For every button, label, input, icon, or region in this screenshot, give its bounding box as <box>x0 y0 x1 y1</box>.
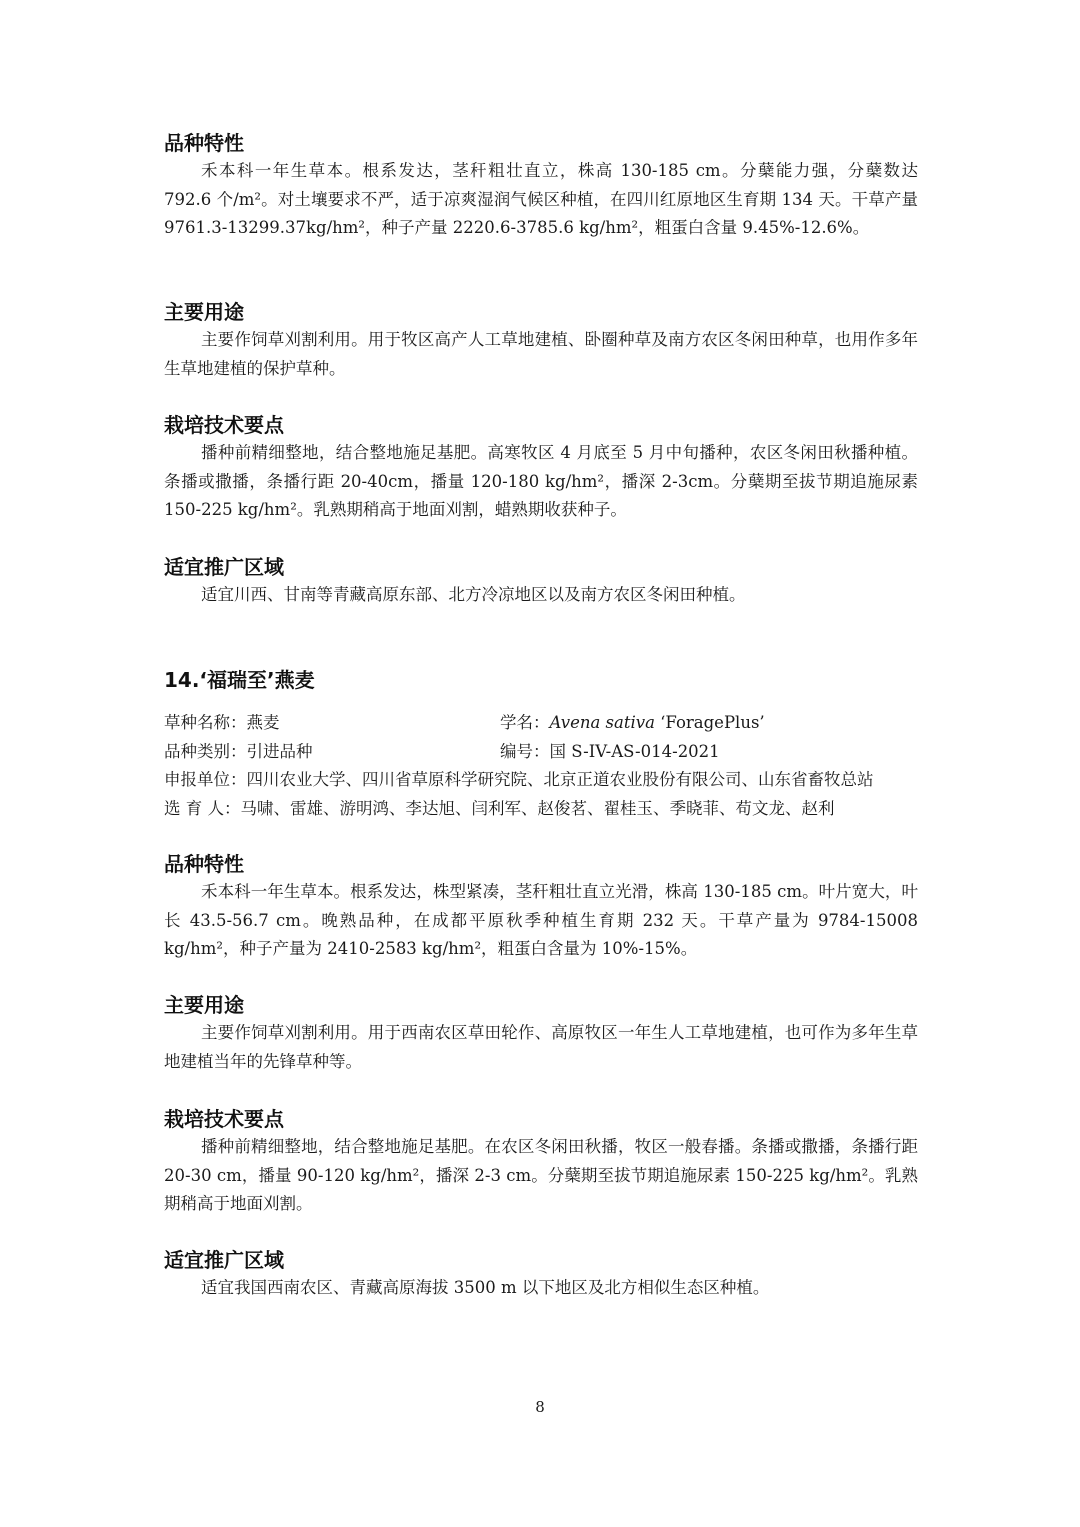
section-paragraph: 播种前精细整地，结合整地施足基肥。高寒牧区 4 月底至 5 月中旬播种，农区冬闲田秋播种植。条播或撒播，条播行距 20-40cm，播量 120-180 kg/hm²，播深 2-3cm。分蘖期至拔节期追施尿素 150-225 kg/hm²。乳熟期稍高于地面刈割，蜡熟期收获种子。 <box>164 443 918 519</box>
scientific-name: 学名：Avena sativa ‘ForagePlus’ <box>500 713 765 732</box>
info-row <box>164 709 924 738</box>
traits-section-2 <box>164 850 918 964</box>
section-paragraph: 播种前精细整地，结合整地施足基肥。在农区冬闲田秋播，牧区一般春播。条播或撒播，条播行距 20-30 cm，播量 90-120 kg/hm²，播深 2-3 cm。分蘖期至拔节期追施尿素 150-225 kg/hm²。乳熟期稍高于地面刈割。 <box>164 1137 918 1213</box>
section-heading: 栽培技术要点 <box>164 1107 284 1131</box>
region-section-2 <box>164 1246 918 1303</box>
use-section-1 <box>164 298 918 383</box>
page-number: 8 <box>535 1398 545 1416</box>
section-heading: 品种特性 <box>164 852 244 876</box>
variety-info <box>164 709 924 823</box>
section-heading: 主要用途 <box>164 993 244 1017</box>
variety-title: 14.‘福瑞至’燕麦 <box>164 668 315 692</box>
breeders: 选 育 人：马啸、雷雄、游明鸿、李达旭、闫利军、赵俊茗、翟桂玉、季晓菲、苟文龙、赵利 <box>164 798 835 818</box>
species-name: 草种名称：燕麦 <box>164 713 280 732</box>
section-paragraph: 禾本科一年生草本。根系发达，茎秆粗壮直立，株高 130-185 cm。分蘖能力强，分蘖数达 792.6 个/m²。对土壤要求不严，适于凉爽湿润气候区种植，在四川红原地区生育期 134 天。干草产量 9761.3-13299.37kg/hm²，种子产量 2220.6-3785.6 kg/hm²，粗蛋白含量 9.45%-12.6%。 <box>164 161 918 237</box>
info-row <box>164 795 924 824</box>
info-row <box>164 766 924 795</box>
section-heading: 栽培技术要点 <box>164 413 284 437</box>
section-paragraph: 适宜我国西南农区、青藏高原海拔 3500 m 以下地区及北方相似生态区种植。 <box>201 1278 770 1297</box>
section-heading: 适宜推广区域 <box>164 1248 284 1272</box>
section-paragraph: 主要作饲草刈割利用。用于西南农区草田轮作、高原牧区一年生人工草地建植，也可作为多年生草地建植当年的先锋草种等。 <box>164 1023 918 1071</box>
cultivation-section-1 <box>164 411 918 525</box>
use-section-2 <box>164 991 918 1076</box>
variety-title-block <box>164 666 918 694</box>
traits-section-1 <box>164 129 918 243</box>
section-heading: 主要用途 <box>164 300 244 324</box>
region-section-1 <box>164 553 918 610</box>
applicant-units: 申报单位：四川农业大学、四川省草原科学研究院、北京正道农业股份有限公司、山东省畜牧总站 <box>164 770 874 789</box>
section-paragraph: 禾本科一年生草本。根系发达，株型紧凑，茎秆粗壮直立光滑，株高 130-185 cm。叶片宽大，叶长 43.5-56.7 cm。晚熟品种，在成都平原秋季种植生育期 232 天。干草产量为 9784-15008 kg/hm²，种子产量为 2410-2583 kg/hm²，粗蛋白含量为 10%-15%。 <box>164 882 918 958</box>
section-heading: 适宜推广区域 <box>164 555 284 579</box>
cultivation-section-2 <box>164 1105 918 1219</box>
section-paragraph: 主要作饲草刈割利用。用于牧区高产人工草地建植、卧圈种草及南方农区冬闲田种草，也用作多年生草地建植的保护草种。 <box>164 330 918 378</box>
info-row <box>164 738 924 767</box>
section-paragraph: 适宜川西、甘南等青藏高原东部、北方冷凉地区以及南方农区冬闲田种植。 <box>201 585 746 604</box>
section-heading: 品种特性 <box>164 131 244 155</box>
registration-code: 编号：国 S-IV-AS-014-2021 <box>500 741 720 761</box>
variety-category: 品种类别：引进品种 <box>164 741 313 761</box>
